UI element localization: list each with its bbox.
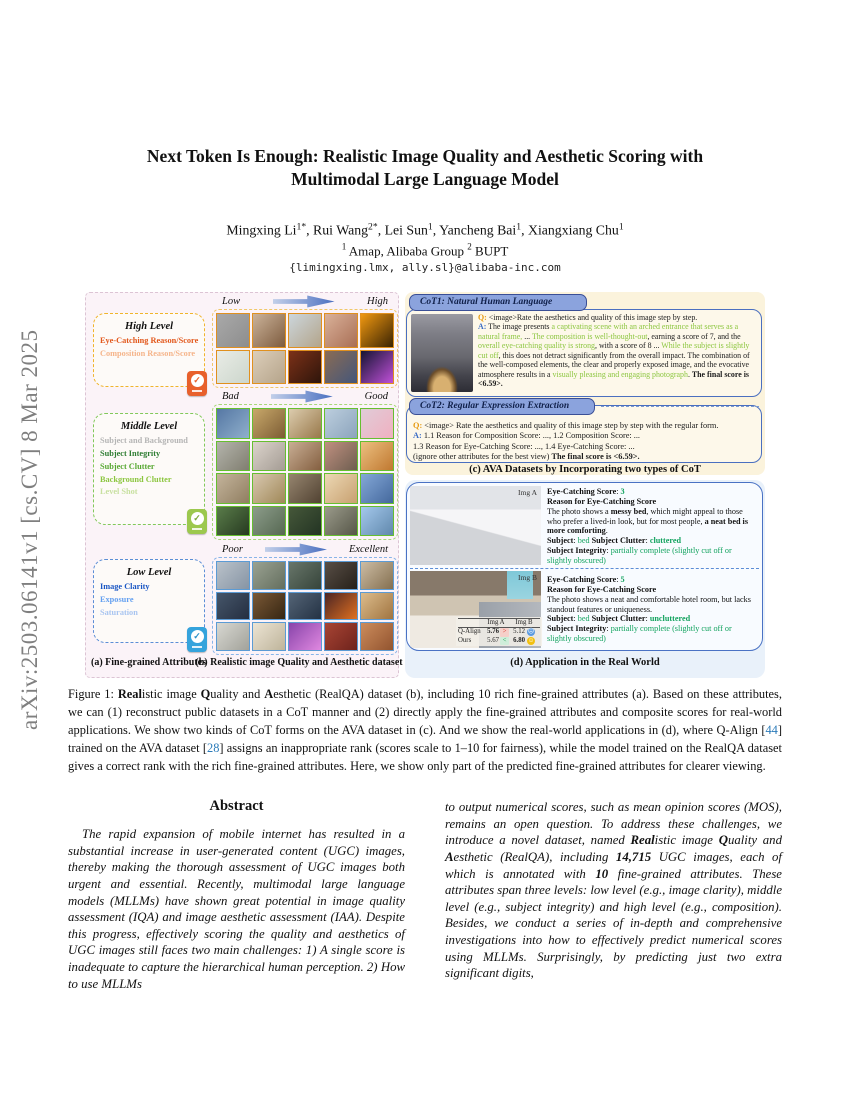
text-run: 1 xyxy=(427,221,433,232)
text-run: 1 xyxy=(618,221,624,232)
attribute-label: Exposure xyxy=(100,594,134,604)
score-comparison-table xyxy=(456,617,542,646)
text-run: The image presents xyxy=(486,322,552,332)
photo-thumbnail xyxy=(324,441,358,472)
attribute-label: Image Clarity xyxy=(100,582,150,591)
text-run: bed xyxy=(577,614,590,624)
attribute-label: Eye-Catching Reason/Score xyxy=(100,336,199,345)
photo-thumbnail xyxy=(324,622,358,651)
text-run: : xyxy=(573,614,578,624)
comparison-header xyxy=(458,618,540,628)
certificate-icon: ✓ xyxy=(187,371,207,396)
text-run: A: xyxy=(413,431,422,441)
photo-thumbnail xyxy=(360,473,394,504)
text-run: Subject xyxy=(547,614,574,624)
text-run: : xyxy=(616,575,621,584)
image-grid-overall xyxy=(212,557,398,655)
text-run: Subject Clutter xyxy=(591,536,646,546)
text-run: overall eye-catching quality is strong xyxy=(478,341,596,351)
text-run: istic image xyxy=(654,833,719,848)
arrow-right-icon xyxy=(273,295,335,308)
text-run: , Rui Wang xyxy=(306,222,369,238)
img-a-analysis xyxy=(547,487,756,566)
low-level-box xyxy=(93,559,205,643)
text-run: Subject Clutter xyxy=(591,614,646,624)
text-run: The rapid expansion of mobile internet has resulted in a substantial increase in user-generated content (UGC) images, thereby making the thorough assessment of UGC images both urgent and essential. Recently, multimodal large language models (MLLMs) have shown great potential in image quality assessment (IQA) and image aesthetic assessment (IAA). Despite this progress, effectively scoring the quality and aesthetics of UGC images still faces two main challenges: 1) A single score is inadequate to capture the hierarchical human perception. 2) How to use MLLMs xyxy=(68,827,405,991)
cot1-box xyxy=(406,309,762,397)
text-run: The composition is well-thought-out xyxy=(531,331,648,341)
photo-thumbnail xyxy=(252,408,286,439)
attribute-label: Saturation xyxy=(100,607,138,617)
caption-panel-c: (c) AVA Datasets by Incorporating two types of CoT xyxy=(469,464,701,475)
text-run: esthetic (RealQA) dataset (b), including 10 rich fine-grained attributes (a). Based on these attributes, we can (1) reconstruct public datasets in a CoT manner and (2) directly apply the fine-grained attributes and composite scores for real-world applications. We show two kinds of CoT forms on the AVA dataset in (c). And we show the real-world applications in (d), where Q-Align [ xyxy=(68,687,782,737)
text-run: uality and xyxy=(210,687,265,701)
cot1-text xyxy=(478,313,756,389)
attribute-label: Level Shot xyxy=(100,487,138,497)
text-run: 3 xyxy=(620,487,625,496)
cot1-tab: CoT1: Natural Human Language xyxy=(409,294,587,311)
photo-thumbnail xyxy=(252,506,286,537)
photo-thumbnail xyxy=(216,622,250,651)
photo-thumbnail xyxy=(288,473,322,504)
abstract-left-text xyxy=(68,827,405,991)
low-level-attributes xyxy=(94,578,204,620)
text-run: Reason for Eye-Catching Score xyxy=(547,496,657,506)
arrow-right-icon xyxy=(271,390,333,403)
text-run: , this does not detract significantly from the overall impact. The combination of the well-composed elements, the clear and properly exposed image, and the evocative atmosphere results in a xyxy=(478,350,750,379)
photo-thumbnail xyxy=(252,561,286,590)
text-run: , which might appeal to those who prefer a lived-in look, but for most people, xyxy=(547,506,743,526)
text-run: partially complete (slightly cut off or slightly obscured) xyxy=(547,546,732,565)
text-run: 1.1 Reason for Composition Score: ..., 1.2 Composition Score: ... xyxy=(421,431,641,441)
authors-line xyxy=(0,221,850,239)
certificate-icon: ✓ xyxy=(187,509,207,534)
text-run: Subject xyxy=(547,536,574,546)
photo-thumbnail xyxy=(252,473,286,504)
comparison-col-b: Img B xyxy=(515,618,533,626)
caption-panel-b: (b) Realistic image Quality and Aesthetic dataset xyxy=(195,657,403,668)
panel-d-background xyxy=(405,480,765,678)
text-run: , earning a score of 7, and the xyxy=(647,331,741,341)
img-a-label: Img A xyxy=(518,488,537,497)
scale-label-good: Good xyxy=(364,391,388,402)
panel-ab-background xyxy=(85,292,403,678)
arrow-right-icon xyxy=(265,543,327,556)
text-run: Eye-Catching Score xyxy=(547,575,617,584)
certificate-icon: ✓ xyxy=(187,627,207,652)
text-run: , with a score of 8 ... xyxy=(595,341,662,351)
photo-thumbnail xyxy=(216,506,250,537)
photo-thumbnail xyxy=(360,506,394,537)
text-run: 2 xyxy=(467,242,472,252)
middle-level-title: Middle Level xyxy=(120,421,178,432)
text-run: : xyxy=(606,546,611,556)
photo-thumbnail xyxy=(216,441,250,472)
text-run: Subject Integrity xyxy=(547,546,607,556)
attribute-label: Subject Clutter xyxy=(100,461,155,471)
text-run: Reason for Eye-Catching Score xyxy=(547,584,657,594)
affiliation-line xyxy=(0,242,850,259)
text-run: : xyxy=(616,487,621,496)
photo-thumbnail xyxy=(324,592,358,621)
text-run: Figure 1: xyxy=(68,687,118,701)
text-run: uncluttered xyxy=(649,614,691,624)
img-b-label: Img B xyxy=(518,573,537,582)
email-line: {limingxing.lmx, ally.sl}@alibaba-inc.com xyxy=(289,261,561,274)
img-b-analysis xyxy=(547,575,756,644)
scale-label-high: High xyxy=(367,296,388,307)
sad-face-icon: ☹ xyxy=(527,628,535,636)
text-run: ... xyxy=(522,331,532,341)
text-run: 1* xyxy=(296,221,307,232)
text-run: Q xyxy=(200,687,211,701)
high-level-title: High Level xyxy=(124,321,174,332)
middle-level-box xyxy=(93,413,205,525)
text-run: A xyxy=(264,687,274,701)
image-grid-aesthetic xyxy=(212,309,398,388)
photo-thumbnail xyxy=(360,408,394,439)
text-run: istic image xyxy=(141,687,201,701)
photo-thumbnail xyxy=(324,313,358,348)
scale-label-poor: Poor xyxy=(222,544,243,555)
citation-link[interactable]: 28 xyxy=(207,740,220,755)
photo-thumbnail xyxy=(252,592,286,621)
image-grid-quality xyxy=(212,404,398,540)
text-run: Subject Integrity xyxy=(547,624,607,634)
attribute-label: Subject and Background xyxy=(100,436,188,445)
text-run: . xyxy=(687,369,692,379)
photo-thumbnail xyxy=(360,313,394,348)
caption-panel-a: (a) Fine-grained Attributes xyxy=(91,657,206,668)
photo-thumbnail xyxy=(216,473,250,504)
text-run: : xyxy=(645,536,650,546)
text-run: 1 xyxy=(341,242,347,252)
text-run: Amap, Alibaba Group xyxy=(346,243,468,259)
photo-thumbnail xyxy=(252,313,286,348)
arch-photo xyxy=(411,314,473,392)
text-run: a captivating scene with an arched entrance that serves as a natural frame, xyxy=(478,322,739,341)
photo-thumbnail xyxy=(288,506,322,537)
text-run: (ignore other attributes for the best view) xyxy=(413,452,552,462)
scale-labels-bad-good xyxy=(212,390,398,403)
photo-thumbnail xyxy=(288,622,322,651)
photo-thumbnail xyxy=(360,561,394,590)
text-run: The final score is <6.59>. xyxy=(551,452,640,462)
text-run: to output numerical scores, such as mean opinion scores (MOS), remains an open question. To address these challenges, we introduce a novel dataset, named xyxy=(445,800,782,848)
high-level-box xyxy=(93,313,205,387)
scale-label-bad: Bad xyxy=(222,391,239,402)
arxiv-watermark: arXiv:2503.06141v1 [cs.CV] 8 Mar 2025 xyxy=(17,329,42,731)
photo-thumbnail xyxy=(288,350,322,385)
text-run: ] assigns an inappropriate rank (scores scale to 1–10 for fairness), while the model trained on the RealQA dataset gives a correct rank with the rich fine-grained attributes. Here, we show only part of the predicted fine-grained attributes for clearer viewing. xyxy=(68,740,782,773)
photo-thumbnail xyxy=(360,350,394,385)
text-run: <image> Rate the aesthetics and quality of this image step by step with the regular form. xyxy=(422,421,719,430)
text-run: , Xiangxiang Chu xyxy=(521,222,619,238)
comparison-col-a: Img A xyxy=(487,618,505,626)
photo-thumbnail xyxy=(216,592,250,621)
text-run: Eye-Catching Score xyxy=(547,487,617,496)
abstract-right-column xyxy=(445,799,782,982)
bed-photo-a xyxy=(410,486,541,565)
photo-thumbnail xyxy=(360,592,394,621)
photo-thumbnail xyxy=(324,408,358,439)
text-run: The photo shows a neat and comfortable hotel room, but lacks standout features or uniqueness. xyxy=(547,594,751,614)
photo-thumbnail xyxy=(360,622,394,651)
photo-thumbnail xyxy=(288,408,322,439)
high-level-attributes xyxy=(94,332,204,361)
photo-thumbnail xyxy=(216,408,250,439)
photo-thumbnail xyxy=(288,592,322,621)
scale-label-excellent: Excellent xyxy=(348,544,388,555)
text-run: : xyxy=(606,624,611,634)
photo-thumbnail xyxy=(288,441,322,472)
text-run: 14,715 xyxy=(615,849,652,864)
text-run: cluttered xyxy=(649,536,682,546)
text-run: 1.3 Reason for Eye-Catching Score: ..., 1.4 Eye-Catching Score: ... xyxy=(413,441,635,451)
photo-thumbnail xyxy=(216,313,250,348)
text-run: visually pleasing and engaging photograph xyxy=(552,369,688,379)
photo-thumbnail xyxy=(216,561,250,590)
paper-title-line2: Multimodal Large Language Model xyxy=(291,169,559,189)
photo-thumbnail xyxy=(252,622,286,651)
attribute-label: Background Clutter xyxy=(100,474,172,484)
text-run: , Yancheng Bai xyxy=(432,222,517,238)
dashed-separator xyxy=(410,568,759,569)
text-run: Real xyxy=(117,687,142,701)
paper-title-line1: Next Token Is Enough: Realistic Image Quality and Aesthetic Scoring with xyxy=(146,146,704,166)
text-run: 5 xyxy=(620,575,625,584)
text-run: Mingxing Li xyxy=(226,222,297,238)
text-run: 1 xyxy=(516,221,522,232)
text-run: Q: xyxy=(413,421,423,430)
text-run: messy bed xyxy=(610,506,647,516)
attribute-label: Subject Integrity xyxy=(100,448,161,458)
low-level-title: Low Level xyxy=(126,567,172,578)
text-run: . xyxy=(605,526,608,536)
cot2-tab: CoT2: Regular Expression Extraction xyxy=(409,398,595,415)
text-run: The final score is <6.59>. xyxy=(478,369,749,389)
cot2-text xyxy=(413,421,756,463)
text-run: : xyxy=(645,614,650,624)
text-run: fine-grained attributes. These attributes span three levels: low level (e.g., image clarity), middle level (e.g., subject integrity) and high level (e.g., composition). Besides, we conduct a series of in-depth and comprehensive investigations into how to effectively predict numerical scores using MLLMs. Surprisingly, by predicting just two extra significant digits, xyxy=(445,866,782,981)
photo-thumbnail xyxy=(252,350,286,385)
figure-caption xyxy=(68,686,782,776)
text-run: 2* xyxy=(368,221,378,232)
citation-link[interactable]: 44 xyxy=(765,722,778,737)
text-run: UGC images, each of which is annotated with xyxy=(445,849,782,881)
text-run: uality and xyxy=(727,833,782,848)
photo-thumbnail xyxy=(216,350,250,385)
photo-thumbnail xyxy=(252,441,286,472)
photo-thumbnail xyxy=(324,506,358,537)
text-run: partially complete (slightly cut off or slightly obscured) xyxy=(547,624,732,644)
scale-labels-poor-excellent xyxy=(212,543,398,556)
text-run: A: xyxy=(478,322,487,332)
ours-row: Ours 5.67 < 6.80 ☺ xyxy=(458,636,535,644)
text-run: , Lei Sun xyxy=(377,222,428,238)
text-run: <image>Rate the aesthetics and quality of this image step by step. xyxy=(486,313,698,322)
bed-photo-b xyxy=(410,571,541,648)
abstract-left-column xyxy=(68,826,405,992)
text-run: a neat bed is more comforting xyxy=(547,516,749,536)
photo-thumbnail xyxy=(360,441,394,472)
photo-thumbnail xyxy=(324,561,358,590)
text-run: ] trained on the AVA dataset [ xyxy=(68,722,782,755)
middle-level-attributes xyxy=(94,432,204,499)
photo-thumbnail xyxy=(288,313,322,348)
photo-thumbnail xyxy=(288,561,322,590)
text-run: bed xyxy=(577,536,590,546)
text-run: While the subject is slightly cut off xyxy=(478,341,750,360)
qalign-row: Q-Align 5.76 > 5.12 ☹ xyxy=(458,628,535,636)
attribute-label: Composition Reason/Score xyxy=(100,348,196,358)
text-run: BUPT xyxy=(471,243,509,259)
text-run: 10 xyxy=(595,866,609,881)
text-run: Q: xyxy=(478,313,487,322)
happy-face-icon: ☺ xyxy=(527,636,535,644)
dashed-divider xyxy=(601,406,759,407)
figure-1 xyxy=(85,292,765,678)
text-run: esthetic (RealQA), including xyxy=(453,849,616,864)
abstract-heading: Abstract xyxy=(209,798,264,814)
text-run: Q xyxy=(718,833,728,848)
real-world-comparison-box xyxy=(406,482,763,651)
photo-thumbnail xyxy=(324,350,358,385)
text-run: A xyxy=(445,849,454,864)
text-run: Real xyxy=(630,833,655,848)
photo-thumbnail xyxy=(324,473,358,504)
scale-label-low: Low xyxy=(222,296,241,307)
text-run: : xyxy=(573,536,578,546)
panel-c-background xyxy=(405,292,765,475)
scale-labels-low-high xyxy=(212,295,398,308)
caption-panel-d: (d) Application in the Real World xyxy=(510,657,660,668)
text-run: The photo shows a xyxy=(547,506,611,516)
